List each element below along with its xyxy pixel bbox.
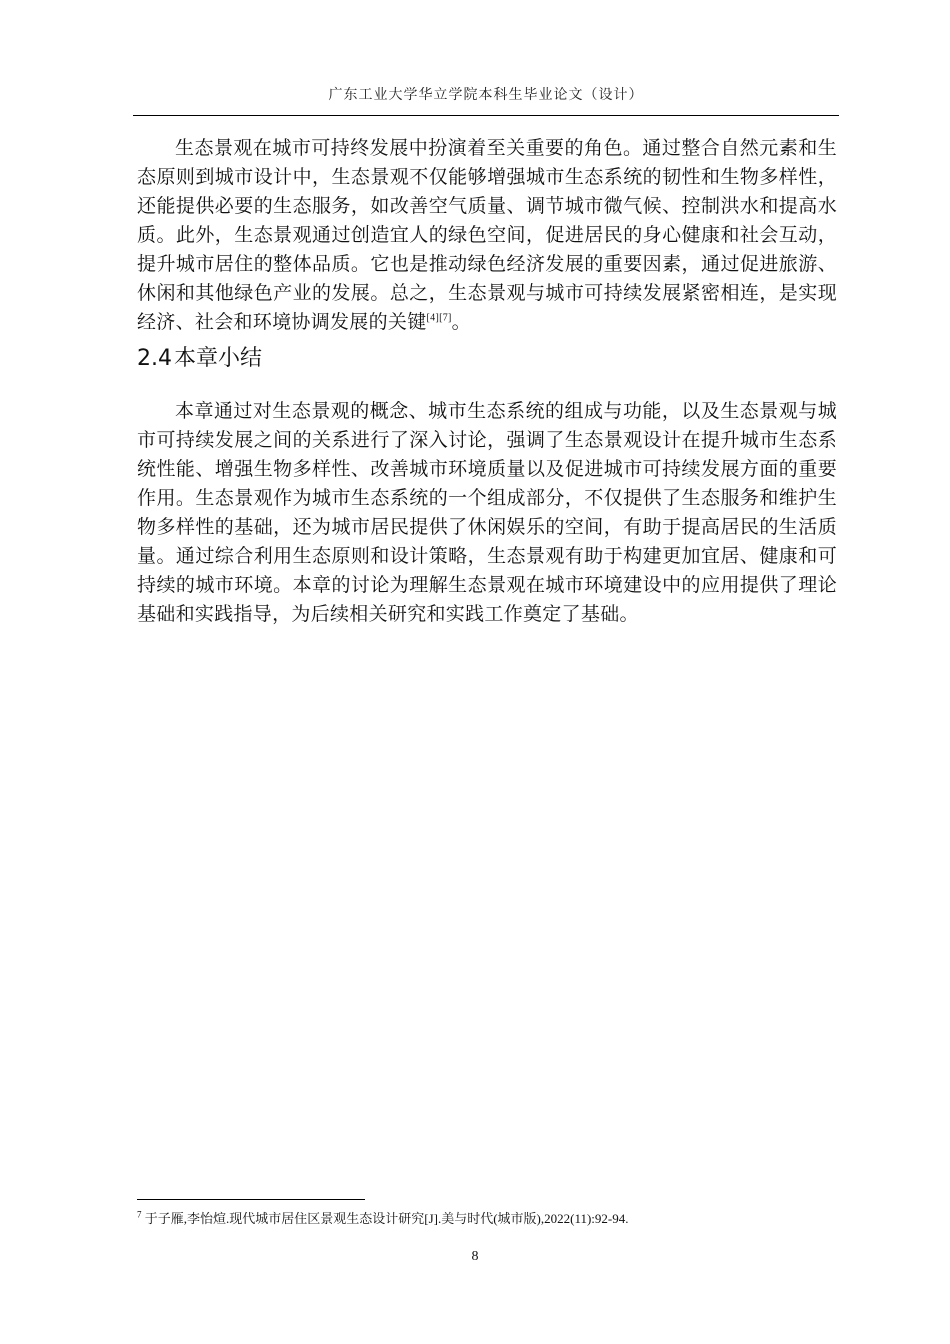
section-number: 2.4 [137, 346, 172, 371]
section-title: 本章小结 [174, 346, 263, 371]
paragraph-1-text: 生态景观在城市可持终发展中扮演着至关重要的角色。通过整合自然元素和生态原则到城市设计中，生态景观不仅能够增强城市生态系统的韧性和生物多样性，还能提供必要的生态服务，如改善空气质量、调节城市微气候、控制洪水和提高水质。此外，生态景观通过创造宜人的绿色空间，促进居民的身心健康和社会互动，提升城市居住的整体品质。它也是推动绿色经济发展的重要因素，通过促进旅游、休闲和其他绿色产业的发展。总之，生态景观与城市可持续发展紧密相连，是实现经济、社会和环境协调发展的关键 [137, 137, 837, 333]
page-header-title: 广东工业大学华立学院本科生毕业论文（设计） [328, 87, 644, 103]
section-heading [137, 344, 262, 374]
footnote-marker: 7 [137, 1209, 142, 1220]
paragraph-1-end: 。 [451, 311, 471, 333]
footnote-text: 于子雁,李怡煊.现代城市居住区景观生态设计研究[J].美与时代(城市版),2022(11):92-94. [144, 1211, 629, 1226]
footnote [137, 1210, 629, 1228]
body-paragraph-2: 本章通过对生态景观的概念、城市生态系统的组成与功能，以及生态景观与城市可持续发展之间的关系进行了深入讨论，强调了生态景观设计在提升城市生态系统性能、增强生物多样性、改善城市环境质量以及促进城市可持续发展方面的重要作用。生态景观作为城市生态系统的一个组成部分，不仅提供了生态服务和维护生物多样性的基础，还为城市居民提供了休闲娱乐的空间，有助于提高居民的生活质量。通过综合利用生态原则和设计策略，生态景观有助于构建更加宜居、健康和可持续的城市环境。本章的讨论为理解生态景观在城市环境建设中的应用提供了理论基础和实践指导，为后续相关研究和实践工作奠定了基础。 [137, 400, 837, 625]
body-paragraph-1 [137, 134, 837, 337]
citation-reference[interactable]: [4][7] [426, 312, 452, 324]
header-rule [133, 115, 839, 116]
footnote-separator [137, 1199, 365, 1200]
page-number: 8 [471, 1249, 479, 1264]
